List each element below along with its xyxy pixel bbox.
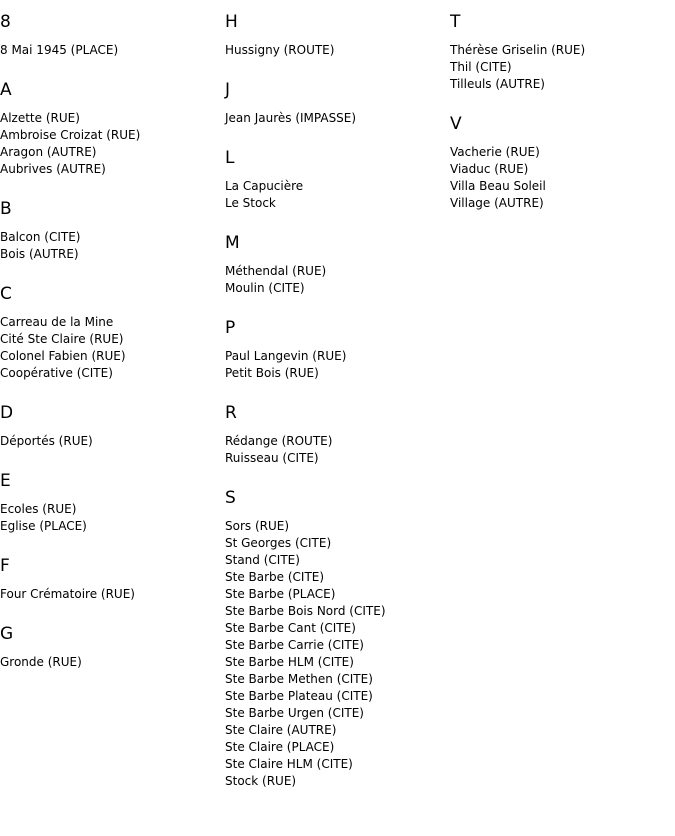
letter-heading: T: [450, 12, 461, 32]
street-link[interactable]: Hussigny (ROUTE): [225, 43, 335, 57]
index-column-1: [0, 11, 225, 691]
letter-heading: A: [0, 80, 12, 100]
street-list: [0, 586, 225, 603]
street-link[interactable]: Gronde (RUE): [0, 655, 82, 669]
letter-heading: R: [225, 403, 237, 423]
street-link[interactable]: Ste Barbe Carrie (CITE): [225, 638, 364, 652]
street-link[interactable]: Ste Barbe Bois Nord (CITE): [225, 604, 386, 618]
letter-heading: G: [0, 624, 14, 644]
letter-section: [225, 487, 450, 790]
letter-section: [225, 402, 450, 467]
street-link[interactable]: Village (AUTRE): [450, 196, 544, 210]
letter-heading: C: [0, 284, 12, 304]
letter-heading: M: [225, 233, 240, 253]
letter-section: [225, 317, 450, 382]
street-link[interactable]: Ste Barbe (CITE): [225, 570, 325, 584]
letter-heading: F: [0, 556, 10, 576]
street-link[interactable]: Méthendal (RUE): [225, 264, 327, 278]
street-list: [0, 433, 225, 450]
letter-section: [450, 11, 675, 93]
letter-heading: E: [0, 471, 11, 491]
street-list: [225, 110, 450, 127]
street-link[interactable]: Villa Beau Soleil: [450, 179, 546, 193]
street-link[interactable]: Jean Jaurès (IMPASSE): [225, 111, 357, 125]
letter-section: [0, 402, 225, 450]
street-link[interactable]: Stand (CITE): [225, 553, 300, 567]
street-link[interactable]: Cité Ste Claire (RUE): [0, 332, 124, 346]
street-link[interactable]: Ste Barbe Cant (CITE): [225, 621, 356, 635]
letter-section: [0, 623, 225, 671]
street-link[interactable]: Stock (RUE): [225, 774, 297, 788]
street-link[interactable]: Thérèse Griselin (RUE): [450, 43, 586, 57]
street-list: [0, 501, 225, 535]
letter-heading: J: [225, 80, 231, 100]
letter-heading: S: [225, 488, 236, 508]
street-link[interactable]: Ecoles (RUE): [0, 502, 77, 516]
street-link[interactable]: Déportés (RUE): [0, 434, 93, 448]
street-link[interactable]: Ambroise Croizat (RUE): [0, 128, 141, 142]
street-link[interactable]: Carreau de la Mine: [0, 315, 114, 329]
street-list: [450, 42, 675, 93]
letter-heading: P: [225, 318, 236, 338]
street-link[interactable]: Moulin (CITE): [225, 281, 305, 295]
street-list: [225, 178, 450, 212]
street-link[interactable]: Ruisseau (CITE): [225, 451, 319, 465]
street-list: [0, 654, 225, 671]
letter-heading: 8: [0, 12, 11, 32]
street-link[interactable]: Ste Barbe Plateau (CITE): [225, 689, 373, 703]
street-link[interactable]: Petit Bois (RUE): [225, 366, 319, 380]
street-link[interactable]: Alzette (RUE): [0, 111, 80, 125]
street-link[interactable]: Thil (CITE): [450, 60, 512, 74]
street-link[interactable]: Balcon (CITE): [0, 230, 81, 244]
street-link[interactable]: 8 Mai 1945 (PLACE): [0, 43, 119, 57]
street-link[interactable]: Sors (RUE): [225, 519, 290, 533]
street-link[interactable]: Le Stock: [225, 196, 276, 210]
letter-heading: H: [225, 12, 238, 32]
street-link[interactable]: Viaduc (RUE): [450, 162, 529, 176]
street-list: [450, 144, 675, 212]
street-list: [0, 42, 225, 59]
street-list: [225, 263, 450, 297]
street-link[interactable]: La Capucière: [225, 179, 304, 193]
street-link[interactable]: Tilleuls (AUTRE): [450, 77, 545, 91]
street-link[interactable]: Eglise (PLACE): [0, 519, 87, 533]
street-list: [225, 42, 450, 59]
street-link[interactable]: Vacherie (RUE): [450, 145, 540, 159]
letter-section: [0, 198, 225, 263]
letter-section: [450, 113, 675, 212]
street-link[interactable]: Colonel Fabien (RUE): [0, 349, 126, 363]
street-list: [0, 229, 225, 263]
letter-section: [0, 79, 225, 178]
street-link[interactable]: Ste Claire HLM (CITE): [225, 757, 353, 771]
street-link[interactable]: Aragon (AUTRE): [0, 145, 97, 159]
letter-heading: B: [0, 199, 12, 219]
letter-heading: L: [225, 148, 235, 168]
street-link[interactable]: Ste Barbe HLM (CITE): [225, 655, 354, 669]
street-link[interactable]: St Georges (CITE): [225, 536, 332, 550]
street-link[interactable]: Ste Claire (AUTRE): [225, 723, 337, 737]
street-list: [0, 110, 225, 178]
letter-heading: V: [450, 114, 462, 134]
letter-section: [225, 147, 450, 212]
letter-section: [0, 555, 225, 603]
street-link[interactable]: Ste Barbe (PLACE): [225, 587, 336, 601]
street-list: [225, 348, 450, 382]
index-column-3: [450, 11, 675, 232]
street-link[interactable]: Ste Barbe Urgen (CITE): [225, 706, 364, 720]
street-link[interactable]: Rédange (ROUTE): [225, 434, 333, 448]
letter-section: [0, 11, 225, 59]
letter-section: [0, 283, 225, 382]
index-column-2: [225, 11, 450, 810]
street-link[interactable]: Paul Langevin (RUE): [225, 349, 347, 363]
street-link[interactable]: Ste Claire (PLACE): [225, 740, 335, 754]
letter-section: [225, 232, 450, 297]
letter-heading: D: [0, 403, 14, 423]
street-link[interactable]: Four Crématoire (RUE): [0, 587, 135, 601]
street-link[interactable]: Aubrives (AUTRE): [0, 162, 106, 176]
letter-section: [0, 470, 225, 535]
street-list: [0, 314, 225, 382]
street-list: [225, 518, 450, 790]
letter-section: [225, 79, 450, 127]
letter-section: [225, 11, 450, 59]
street-link[interactable]: Ste Barbe Methen (CITE): [225, 672, 373, 686]
street-list: [225, 433, 450, 467]
street-link[interactable]: Bois (AUTRE): [0, 247, 79, 261]
street-link[interactable]: Coopérative (CITE): [0, 366, 113, 380]
